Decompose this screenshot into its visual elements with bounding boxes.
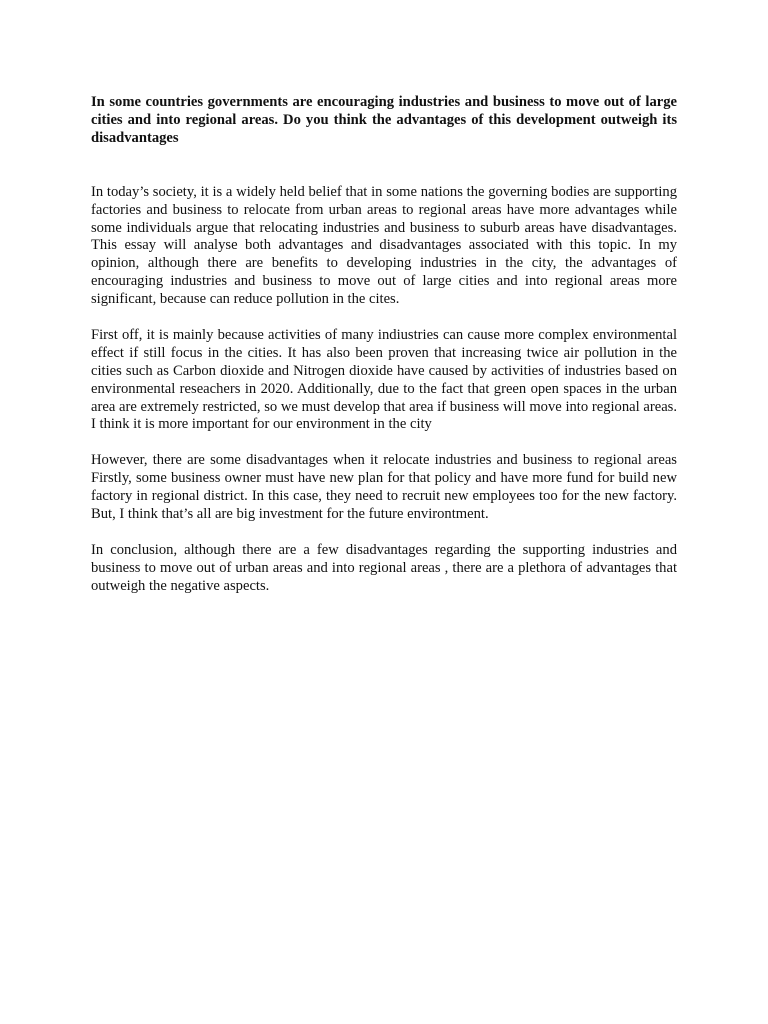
paragraph-disadvantages: However, there are some disadvantages when it relocate industries and business to regional areas Firstly, some business owner must have new plan for that policy and have more fund for build new factory in regional district. In this case, they need to recruit new employees too for the new factory. But, I think that’s all are big investment for the future environtment. [91, 452, 677, 522]
paragraph-advantages: First off, it is mainly because activities of many indiustries can cause more complex environmental effect if still focus in the cities. It has also been proven that increasing twice air pollution in the cities such as Carbon dioxide and Nitrogen dioxide have caused by activities of industries based on environmental reseachers in 2020. Additionally, due to the fact that green open spaces in the urban area are extremely restricted, so we must develop that area if business will move into regional areas. I think it is more important for our environment in the city [91, 326, 677, 433]
paragraph-introduction: In today’s society, it is a widely held belief that in some nations the governing bodies are supporting factories and business to relocate from urban areas to regional areas have more advantages while some individuals argue that relocating industries and business to suburb areas have disadvantages. This essay will analyse both advantages and disadvantages associated with this topic. In my opinion, although there are benefits to developing industries in the city, the advantages of encouraging industries and business to move out of large cities and into regional areas more significant, because can reduce pollution in the cites. [91, 183, 677, 308]
document-body [91, 94, 677, 613]
paragraph-conclusion: In conclusion, although there are a few disadvantages regarding the supporting industries and business to move out of urban areas and into regional areas , there are a plethora of advantages that outweigh the negative aspects. [91, 541, 677, 594]
essay-question: In some countries governments are encouraging industries and business to move out of large cities and into regional areas. Do you think the advantages of this development outweigh its disadvantages [91, 94, 677, 146]
